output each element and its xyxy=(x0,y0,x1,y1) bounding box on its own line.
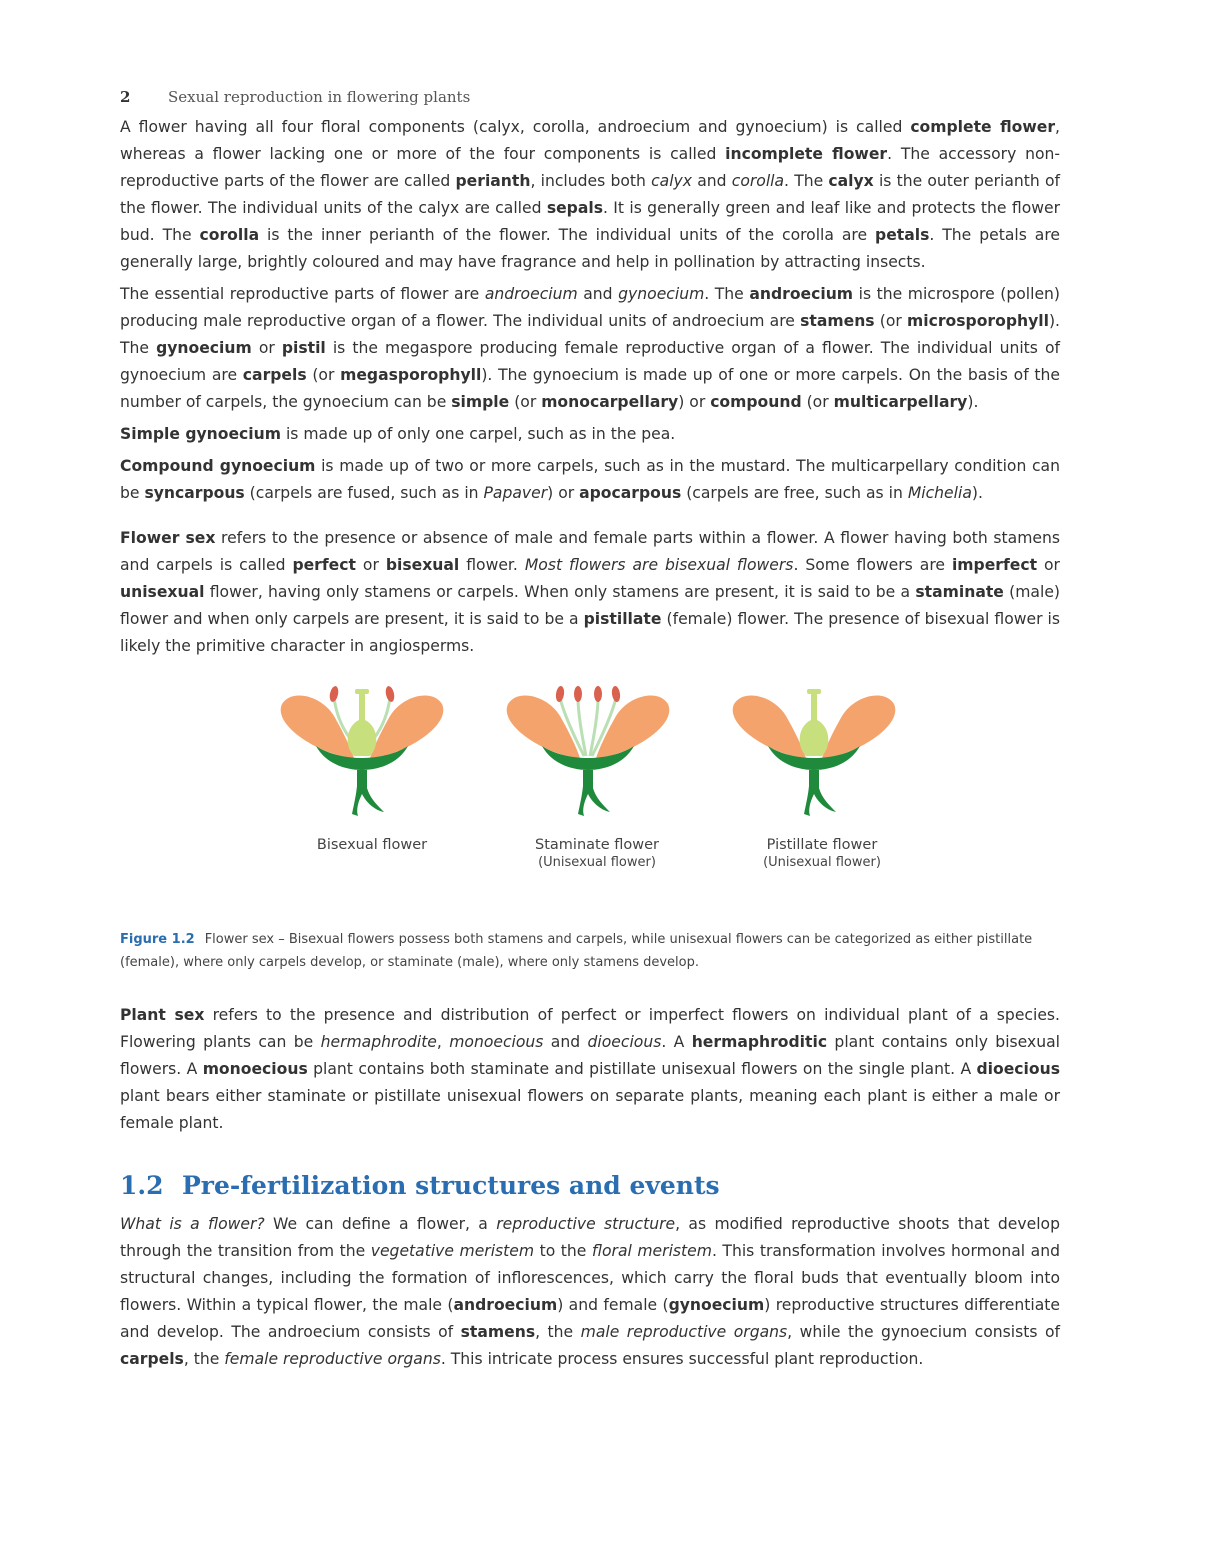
text-run: and xyxy=(543,1033,588,1051)
caption-staminate-flower: Staminate flower (Unisexual flower) xyxy=(535,837,659,870)
bold-term: pistil xyxy=(281,339,326,357)
text-run: flower, having only stamens or carpels. When only stamens are present, it is said to be a xyxy=(204,583,916,601)
bold-term: androecium xyxy=(453,1296,558,1314)
bold-term: pistillate xyxy=(583,610,662,628)
text-run: ) and female ( xyxy=(557,1296,669,1314)
text-run: refers to the presence and distribution of perfect or imperfect flowers on individual plant of a species. Flowering plants can be xyxy=(120,1006,1060,1051)
text-run: . It is generally green and leaf like and protects the flower bud. The xyxy=(120,199,1060,244)
text-run: flower. xyxy=(459,556,525,574)
text-run: A flower having all four floral components (calyx, corolla, androecium and gynoecium) is called xyxy=(120,118,911,136)
italic-term: Michelia xyxy=(907,484,972,502)
running-title: Sexual reproduction in flowering plants xyxy=(168,88,471,106)
bold-term: Flower sex xyxy=(120,529,216,547)
text-run: and xyxy=(577,285,619,303)
bold-term: perfect xyxy=(292,556,356,574)
text-run: (or xyxy=(509,393,542,411)
bold-term: bisexual xyxy=(385,556,460,574)
italic-term: corolla xyxy=(731,172,785,190)
flower-illustrations xyxy=(270,686,910,826)
bold-term: simple xyxy=(451,393,510,411)
text-run: (carpels are fused, such as in xyxy=(244,484,484,502)
pistillate-flower-illustration xyxy=(733,689,896,816)
bold-term: carpels xyxy=(242,366,307,384)
text-run: . This transformation involves hormonal and structural changes, including the formation of inflorescences, which carry the floral buds that eventually bloom into flowers. Within a typical flower, the male ( xyxy=(120,1242,1060,1314)
text-run: or xyxy=(251,339,282,357)
italic-term: dioecious xyxy=(587,1033,662,1051)
text-run: . The xyxy=(784,172,829,190)
text-run: refers to the presence or absence of male and female parts within a flower. A flower having both stamens and carpels is called xyxy=(120,529,1061,574)
bold-term: stamens xyxy=(800,312,875,330)
text-run: , xyxy=(436,1033,450,1051)
text-run: (carpels are free, such as in xyxy=(681,484,908,502)
text-run: is made up of two or more carpels, such as in the mustard. The multicarpellary condition can be xyxy=(120,457,1061,502)
italic-term: floral meristem xyxy=(591,1242,712,1260)
bold-term: unisexual xyxy=(120,583,205,601)
text-run: (or xyxy=(874,312,908,330)
italic-term: male reproductive organs xyxy=(580,1323,788,1341)
text-run: . A xyxy=(661,1033,692,1051)
bold-term: sepals xyxy=(546,199,603,217)
bold-term: androecium xyxy=(749,285,854,303)
text-run: We can define a flower, a xyxy=(264,1215,497,1233)
text-run: ). The gynoecium is made up of one or more carpels. On the basis of the number of carpels, the gynoecium can be xyxy=(120,366,1060,411)
text-run: ). The xyxy=(120,312,1060,357)
text-run: is the megaspore producing female reproductive organ of a flower. The individual units of gynoecium are xyxy=(120,339,1060,384)
paragraph-simple-gynoecium xyxy=(120,421,1060,448)
bold-term: Compound gynoecium xyxy=(120,457,316,475)
bold-term: multicarpellary xyxy=(833,393,968,411)
bold-term: gynoecium xyxy=(156,339,252,357)
bold-term: dioecious xyxy=(976,1060,1060,1078)
text-run: (male) flower and when only carpels are present, it is said to be a xyxy=(120,583,1060,628)
italic-term: Most flowers are bisexual flowers xyxy=(524,556,794,574)
text-run: or xyxy=(355,556,386,574)
text-run: or xyxy=(1037,556,1060,574)
section-title: Pre-fertilization structures and events xyxy=(182,1171,720,1200)
text-run: , while the gynoecium consists of xyxy=(787,1323,1060,1341)
section-number: 1.2 xyxy=(120,1171,164,1200)
text-run: ) or xyxy=(678,393,711,411)
figure-caption-text: Flower sex – Bisexual flowers possess both stamens and carpels, while unisexual flowers can be categorized as either pistillate (female), where only carpels develop, or staminate (male), where only stamens develop. xyxy=(120,932,1033,970)
paragraph-compound-gynoecium xyxy=(120,453,1060,507)
text-run: . Some flowers are xyxy=(793,556,952,574)
figure-flower-sex xyxy=(120,686,1060,916)
text-run: . The accessory non-reproductive parts of the flower are called xyxy=(120,145,1061,190)
italic-term: monoecious xyxy=(449,1033,544,1051)
page xyxy=(120,88,1060,1373)
text-run: , as modified reproductive shoots that develop through the transition from the xyxy=(120,1215,1060,1260)
italic-term: gynoecium xyxy=(618,285,705,303)
text-run: is the inner perianth of the flower. The individual units of the corolla are xyxy=(259,226,876,244)
bold-term: perianth xyxy=(455,172,531,190)
bold-term: imperfect xyxy=(951,556,1038,574)
bold-term: petals xyxy=(875,226,930,244)
text-run: , the xyxy=(535,1323,581,1341)
bold-term: microsporophyll xyxy=(907,312,1049,330)
text-run: , includes both xyxy=(530,172,652,190)
bold-term: megasporophyll xyxy=(340,366,482,384)
paragraph-what-is-flower xyxy=(120,1211,1060,1373)
page-number: 2 xyxy=(120,88,131,106)
italic-term: female reproductive organs xyxy=(224,1350,441,1368)
text-run: The essential reproductive parts of flower are xyxy=(120,285,485,303)
text-run: ). xyxy=(967,393,979,411)
text-run: plant bears either staminate or pistillate unisexual flowers on separate plants, meaning each plant is either a male or female plant. xyxy=(120,1087,1060,1132)
bold-term: Plant sex xyxy=(120,1006,205,1024)
bold-term: carpels xyxy=(120,1350,184,1368)
text-run: ). xyxy=(971,484,983,502)
bold-term: hermaphroditic xyxy=(691,1033,828,1051)
figure-label: Figure 1.2 xyxy=(120,932,195,947)
bold-term: monoecious xyxy=(202,1060,308,1078)
paragraph-plant-sex xyxy=(120,1002,1060,1137)
italic-term: calyx xyxy=(651,172,693,190)
figure-caption xyxy=(120,928,1060,974)
caption-pistillate-flower: Pistillate flower (Unisexual flower) xyxy=(763,837,881,870)
italic-term: Papaver xyxy=(483,484,548,502)
bisexual-flower-illustration xyxy=(281,686,444,816)
text-run: . This intricate process ensures successful plant reproduction. xyxy=(440,1350,924,1368)
text-run: plant contains only bisexual flowers. A xyxy=(120,1033,1060,1078)
bold-term: corolla xyxy=(199,226,260,244)
text-run: plant contains both staminate and pistillate unisexual flowers on the single plant. A xyxy=(307,1060,977,1078)
text-run: to the xyxy=(534,1242,592,1260)
text-run: is the outer perianth of the flower. The individual units of the calyx are called xyxy=(120,172,1061,217)
bold-term: incomplete flower xyxy=(725,145,888,163)
text-run: (or xyxy=(306,366,341,384)
bold-term: apocarpous xyxy=(579,484,682,502)
text-run: ) or xyxy=(547,484,580,502)
bold-term: complete flower xyxy=(910,118,1056,136)
paragraph-essential-parts xyxy=(120,281,1060,416)
text-run: and xyxy=(692,172,732,190)
text-run: is the microspore (pollen) producing male reproductive organ of a flower. The individual units of androecium are xyxy=(120,285,1061,330)
paragraph-floral-components xyxy=(120,114,1060,276)
bold-term: compound xyxy=(710,393,802,411)
text-run: (female) flower. The presence of bisexual flower is likely the primitive character in angiosperms. xyxy=(120,610,1060,655)
text-run: , whereas a flower lacking one or more of the four components is called xyxy=(120,118,1060,163)
bold-term: stamens xyxy=(460,1323,536,1341)
bold-term: gynoecium xyxy=(668,1296,765,1314)
text-run: is made up of only one carpel, such as in the pea. xyxy=(281,425,676,443)
bold-term: calyx xyxy=(828,172,874,190)
text-run: . The xyxy=(704,285,750,303)
italic-term: What is a flower? xyxy=(120,1215,265,1233)
running-head xyxy=(120,88,1060,114)
text-run: , the xyxy=(183,1350,225,1368)
bold-term: staminate xyxy=(915,583,1004,601)
bold-term: Simple gynoecium xyxy=(120,425,281,443)
text-run: (or xyxy=(801,393,834,411)
staminate-flower-illustration xyxy=(507,686,670,816)
italic-term: vegetative meristem xyxy=(370,1242,535,1260)
bold-term: monocarpellary xyxy=(541,393,679,411)
italic-term: hermaphrodite xyxy=(320,1033,437,1051)
paragraph-flower-sex xyxy=(120,525,1060,660)
italic-term: androecium xyxy=(484,285,578,303)
section-heading xyxy=(120,1169,1060,1203)
bold-term: syncarpous xyxy=(144,484,245,502)
italic-term: reproductive structure xyxy=(496,1215,676,1233)
text-run: ) reproductive structures differentiate and develop. The androecium consists of xyxy=(120,1296,1060,1341)
caption-bisexual-flower: Bisexual flower xyxy=(316,837,428,853)
text-run: . The petals are generally large, brightly coloured and may have fragrance and help in pollination by attracting insects. xyxy=(120,226,1060,271)
